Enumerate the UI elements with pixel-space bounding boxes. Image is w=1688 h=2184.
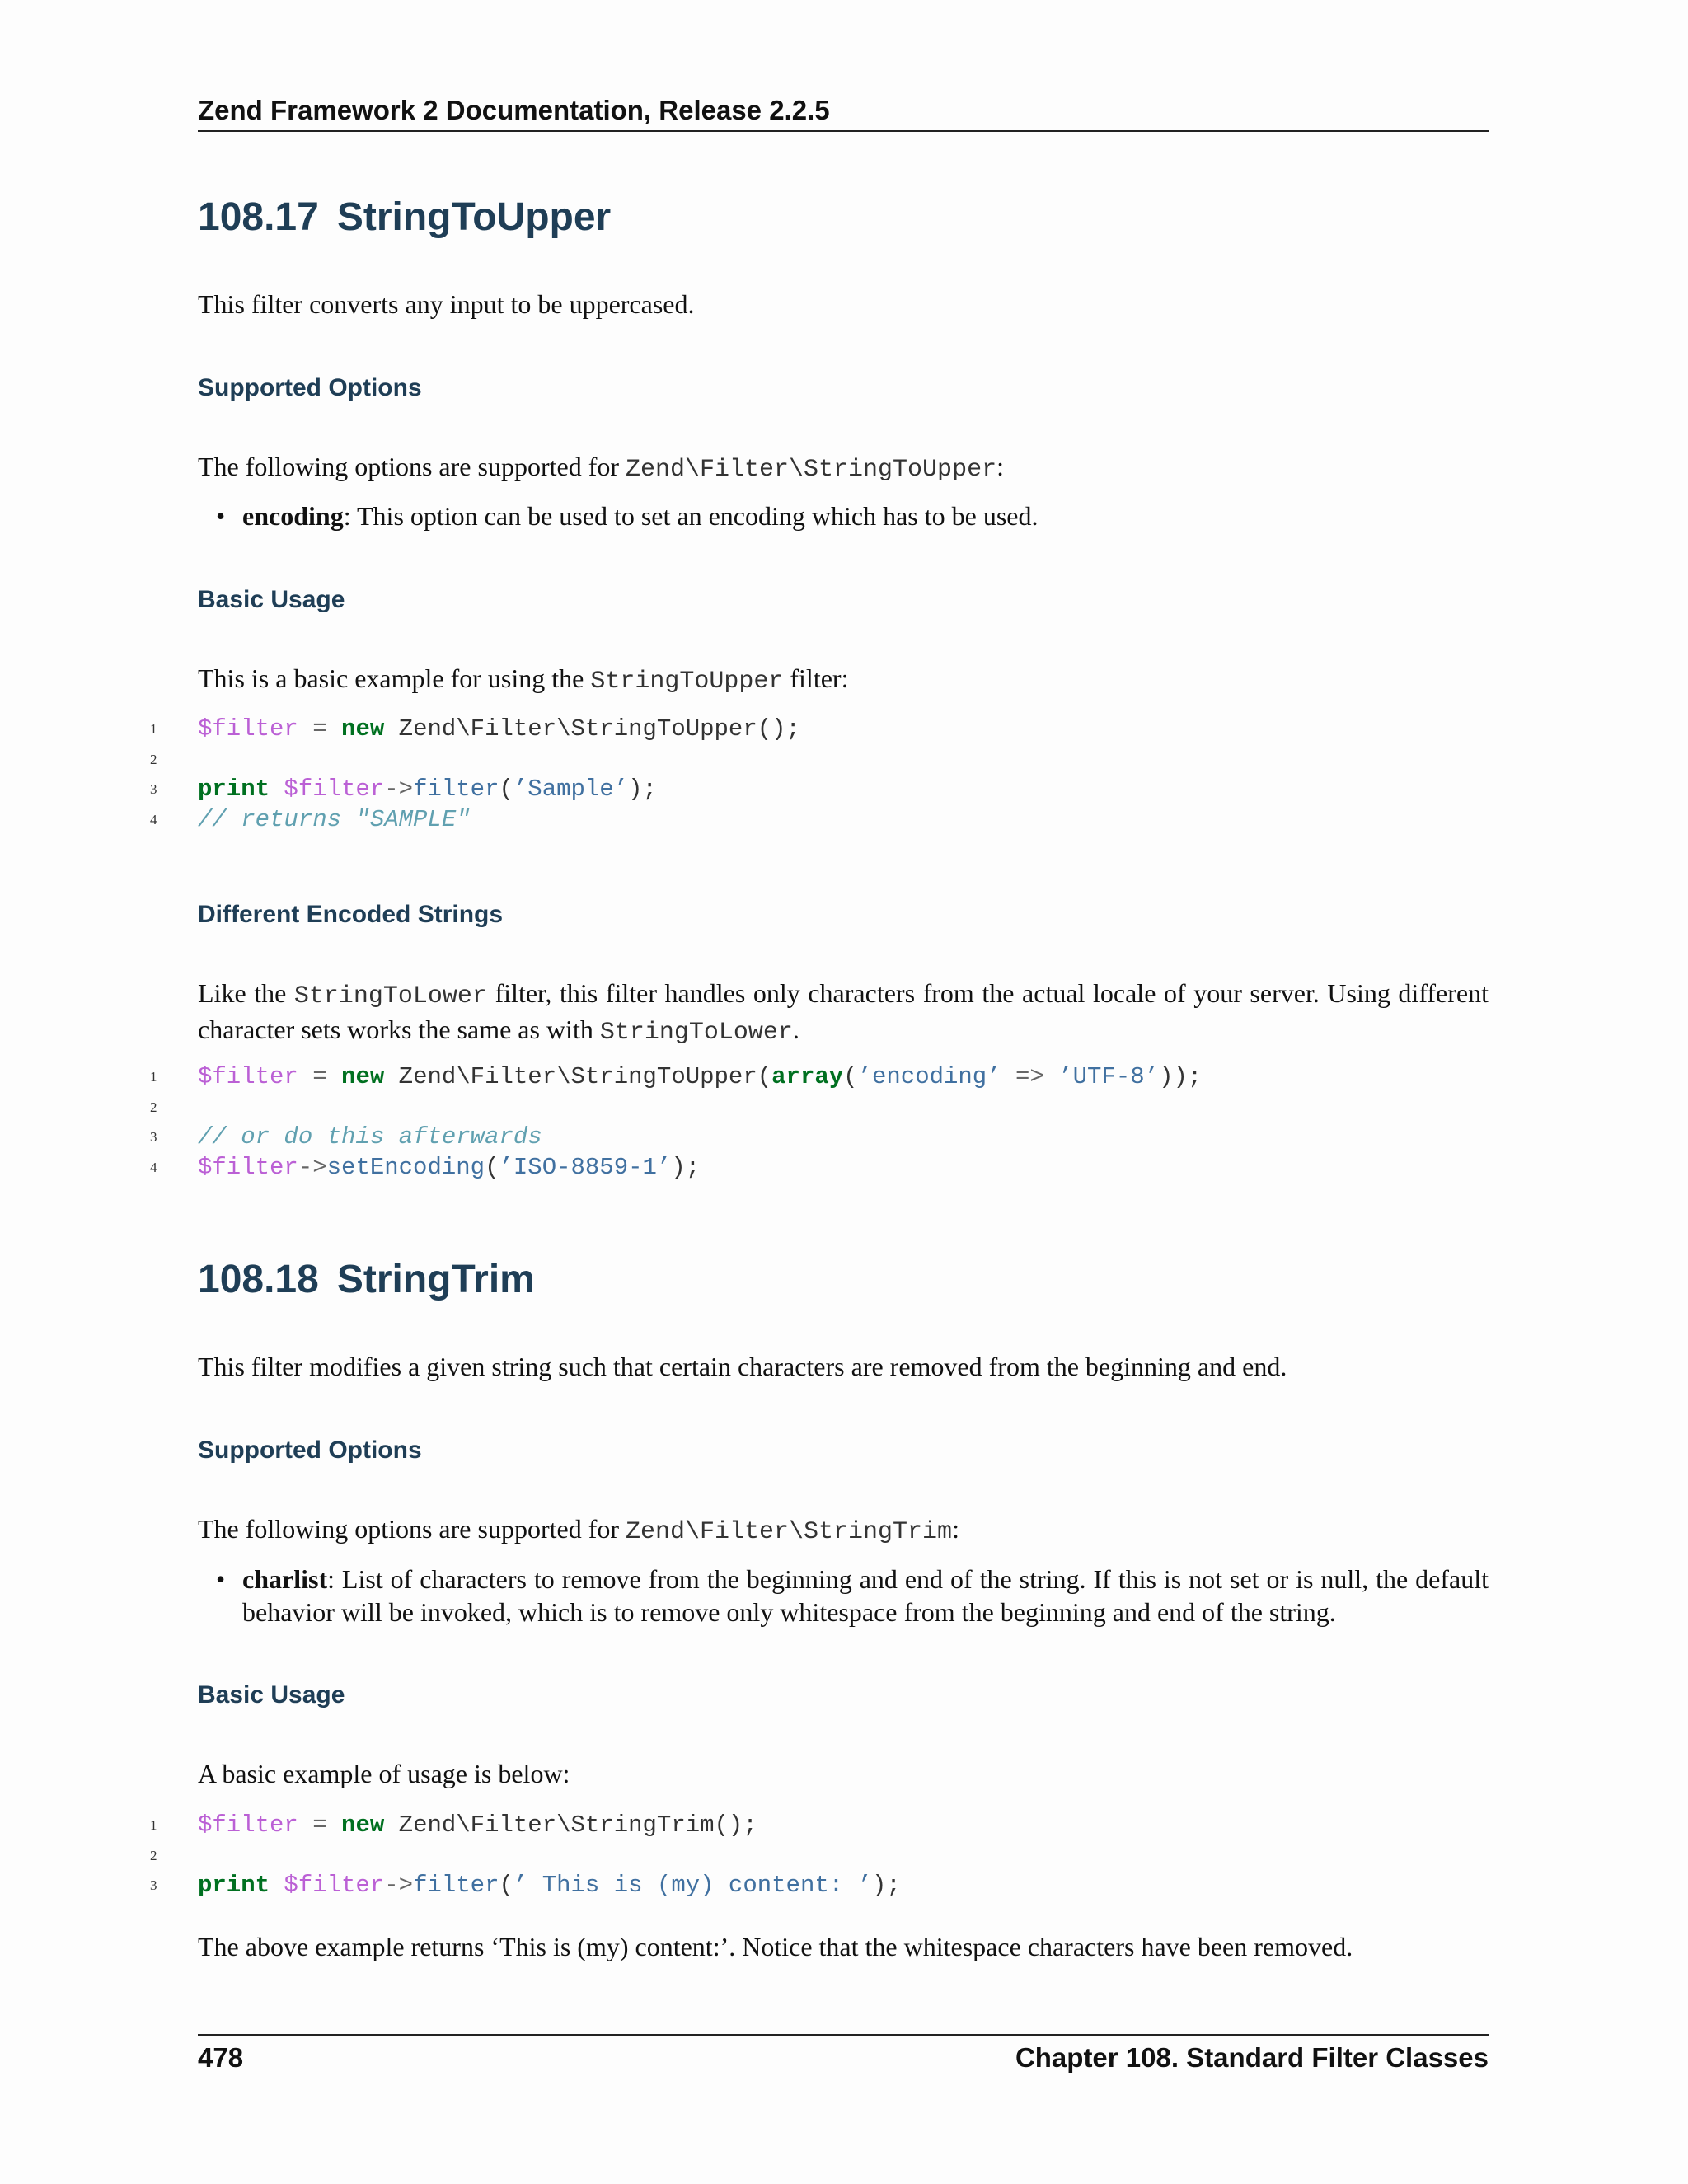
code-token: -> [384, 776, 414, 803]
line-number: 3 [150, 1129, 157, 1145]
code-token: ); [628, 776, 657, 803]
usage-lead-paragraph: A basic example of usage is below: [198, 1759, 570, 1788]
code-token: print [198, 1872, 270, 1899]
code-token [298, 1811, 312, 1839]
code-token [1044, 1063, 1058, 1090]
section-intro: This filter modifies a given string such that certain characters are removed from the beginning and end. [198, 1352, 1287, 1381]
line-number: 4 [150, 811, 157, 827]
code-token: $filter [198, 1153, 298, 1181]
code-line [150, 1122, 1489, 1153]
code-token: ); [671, 1153, 701, 1181]
running-footer [198, 2034, 1489, 2075]
section-intro: This filter converts any input to be uppercased. [198, 289, 695, 319]
section-title-stringtrim [198, 1257, 535, 1302]
code-token: ( [499, 776, 513, 803]
line-number: 1 [150, 1817, 157, 1833]
usage-lead-paragraph: This is a basic example for using the StringToUpper filter: [198, 663, 849, 696]
code-token: new [341, 715, 385, 743]
code-token: print [198, 776, 270, 803]
code-token: array [771, 1063, 844, 1090]
code-token [298, 1063, 312, 1090]
code-token: setEncoding [326, 1153, 485, 1181]
code-token: -> [298, 1153, 327, 1181]
code-block [150, 715, 1489, 835]
subheading-supported-options: Supported Options [198, 1436, 422, 1464]
code-token: new [341, 1811, 385, 1839]
code-token [270, 1872, 284, 1899]
subheading-different-encoded-strings: Different Encoded Strings [198, 901, 504, 928]
chapter-title: Chapter 108. Standard Filter Classes [1015, 2042, 1489, 2073]
inline-code: StringToLower [293, 982, 487, 1010]
line-number: 2 [150, 751, 157, 767]
code-token: $filter [198, 1063, 298, 1090]
code-line [150, 1062, 1489, 1093]
option-description: : List of characters to remove from the beginning and end of the string. If this is not set or is null, the default behavior will be invoked, which is to remove only whitespace from the beginning and end of the string. [242, 1564, 1489, 1627]
code-token [298, 715, 312, 743]
encoded-paragraph: Like the StringToLower filter, this filter handles only characters from the actual locale of your server. Using different character sets works the same as with StringToLower. [198, 978, 1489, 1047]
option-name: charlist [242, 1564, 328, 1594]
option-name: encoding [242, 501, 344, 531]
code-text [198, 1122, 542, 1153]
line-number: 4 [150, 1159, 157, 1175]
code-token: ’Sample’ [513, 776, 629, 803]
option-item-encoding [216, 499, 1489, 532]
document-page [150, 0, 1489, 2184]
option-item-charlist [216, 1563, 1489, 1629]
line-number: 2 [150, 1847, 157, 1863]
code-token: // returns "SAMPLE" [198, 805, 471, 833]
code-token: Zend\Filter\StringToUpper( [384, 1063, 772, 1090]
code-token: Zend\Filter\StringToUpper(); [384, 715, 800, 743]
code-token: $filter [284, 776, 385, 803]
code-token: Zend\Filter\StringTrim(); [384, 1811, 757, 1839]
subheading-basic-usage: Basic Usage [198, 1681, 345, 1708]
code-token: => [1015, 1063, 1044, 1090]
code-token: ’ISO-8859-1’ [499, 1153, 672, 1181]
code-token: ’encoding’ [857, 1063, 1001, 1090]
option-description: : This option can be used to set an encoding which has to be used. [343, 501, 1039, 531]
line-number: 1 [150, 1069, 157, 1085]
line-number: 1 [150, 721, 157, 737]
bullet-dot: • [216, 1564, 226, 1594]
code-block [150, 1811, 1489, 1901]
section-number: 108.18 [198, 1258, 319, 1301]
code-line [150, 1093, 1489, 1123]
code-token [1001, 1063, 1015, 1090]
code-text [198, 1811, 757, 1841]
running-header-title: Zend Framework 2 Documentation, Release 2.2.5 [198, 95, 830, 125]
code-token: // or do this afterwards [198, 1123, 542, 1151]
code-line [150, 715, 1489, 745]
code-block [150, 1062, 1489, 1183]
code-line [150, 745, 1489, 776]
code-token: $filter [198, 1811, 298, 1839]
code-token: ); [871, 1872, 901, 1899]
code-line [150, 1871, 1489, 1901]
code-token [270, 776, 284, 803]
code-token: ’ This is (my) content: ’ [513, 1872, 872, 1899]
code-token: ’UTF-8’ [1058, 1063, 1160, 1090]
inline-code: Zend\Filter\StringToUpper [626, 456, 997, 484]
code-token [327, 1811, 341, 1839]
code-text [198, 775, 657, 805]
section-number: 108.17 [198, 195, 319, 239]
subheading-supported-options: Supported Options [198, 374, 422, 401]
options-lead-paragraph: The following options are supported for Zend\Filter\StringTrim: [198, 1514, 959, 1546]
code-line [150, 1153, 1489, 1183]
code-token: ( [843, 1063, 858, 1090]
section-name: StringToUpper [336, 195, 612, 239]
code-line [150, 775, 1489, 805]
inline-code: Zend\Filter\StringTrim [626, 1518, 953, 1546]
code-line [150, 1841, 1489, 1872]
running-header [198, 92, 1489, 132]
code-token: $filter [198, 715, 298, 743]
code-text [198, 1153, 700, 1183]
options-lead-paragraph: The following options are supported for Zend\Filter\StringToUpper: [198, 452, 1004, 484]
code-text [198, 1871, 901, 1901]
code-token [327, 715, 341, 743]
code-token: ( [499, 1872, 513, 1899]
code-token: filter [413, 1872, 499, 1899]
code-token: = [312, 1811, 327, 1839]
inline-code: StringToUpper [590, 668, 784, 696]
code-token: = [312, 715, 327, 743]
code-token: new [341, 1063, 385, 1090]
code-token: -> [384, 1872, 414, 1899]
section-title-stringtoupper [198, 194, 611, 240]
code-token: )); [1159, 1063, 1203, 1090]
line-number: 2 [150, 1099, 157, 1115]
code-text [198, 1062, 1202, 1093]
code-text [198, 715, 800, 745]
code-token [327, 1063, 341, 1090]
code-token: filter [413, 776, 499, 803]
line-number: 3 [150, 1877, 157, 1893]
code-token: ( [485, 1153, 499, 1181]
section-name: StringTrim [336, 1258, 535, 1301]
bullet-dot: • [216, 501, 226, 531]
code-line [150, 1811, 1489, 1841]
usage-outro-paragraph: The above example returns ‘This is (my) content:’. Notice that the whitespace characters have been removed. [198, 1932, 1353, 1961]
code-text [198, 805, 471, 836]
inline-code: StringToLower [599, 1019, 793, 1047]
code-token: = [312, 1063, 327, 1090]
subheading-basic-usage: Basic Usage [198, 586, 345, 613]
page-number: 478 [198, 2042, 244, 2073]
code-token: $filter [284, 1872, 385, 1899]
line-number: 3 [150, 781, 157, 797]
code-line [150, 805, 1489, 836]
